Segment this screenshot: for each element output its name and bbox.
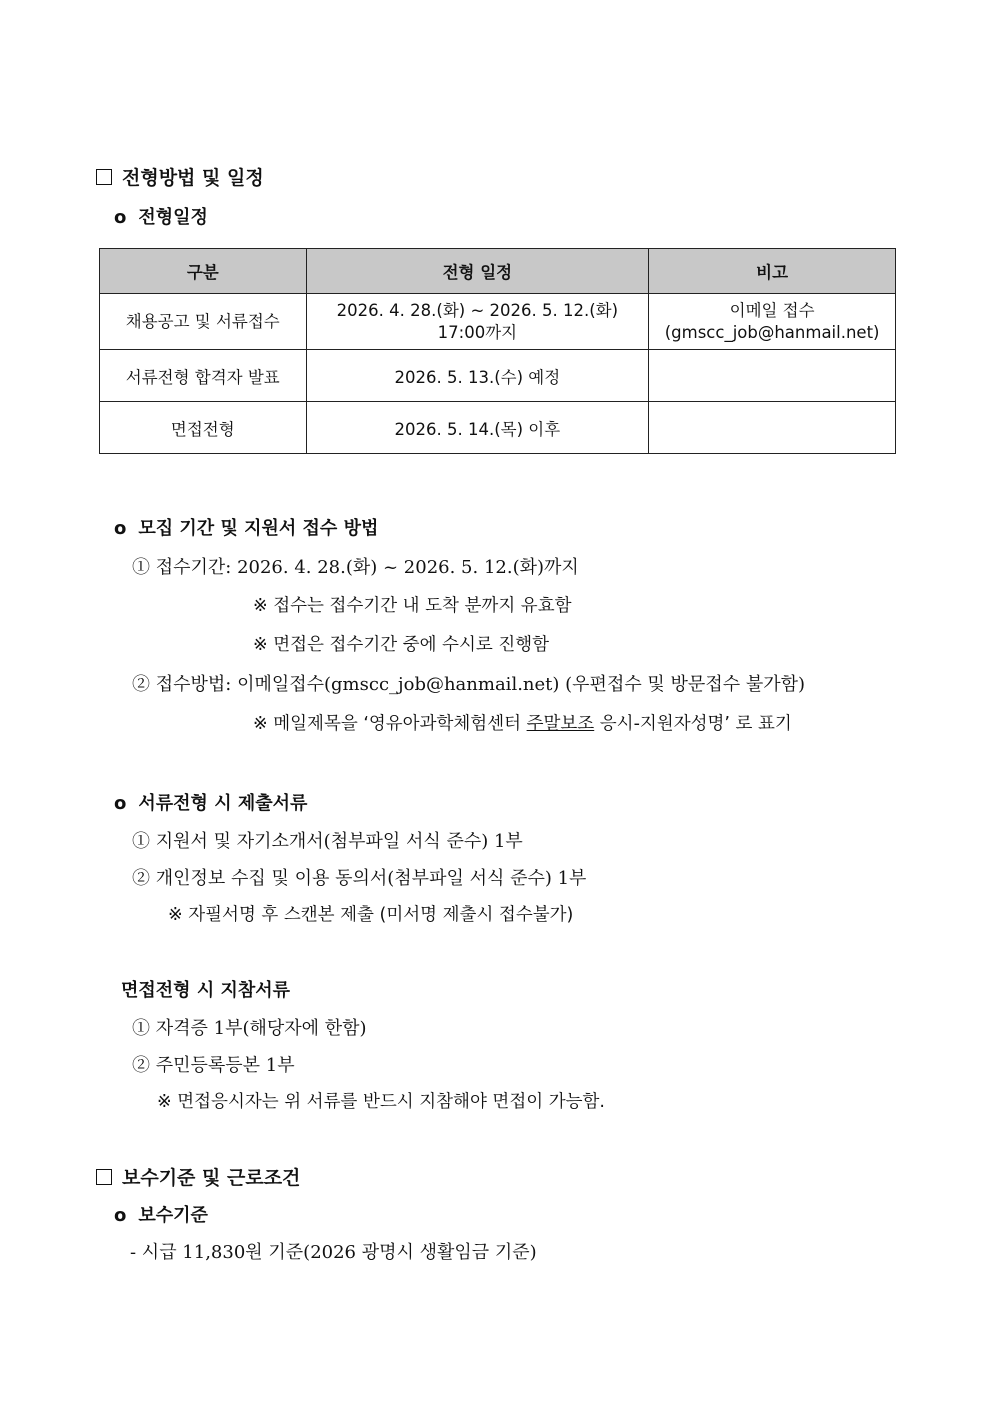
bullet-circle-icon: o	[114, 1205, 127, 1226]
pay-heading-text: 보수기준	[138, 1205, 208, 1226]
interview-heading: 면접전형 시 지참서류	[121, 980, 291, 1001]
recruitment-note-3	[253, 710, 792, 735]
cell-note-line2: (gmscc_job@hanmail.net)	[664, 322, 880, 342]
item-text: 접수방법: 이메일접수(gmscc_job@hanmail.net) (우편접수 및 방문접수 불가함)	[155, 674, 806, 695]
recruitment-item-2	[132, 670, 805, 696]
item-text: 자격증 1부(해당자에 한함)	[155, 1018, 367, 1039]
interview-note: ※ 면접응시자는 위 서류를 반드시 지참해야 면접이 가능함.	[157, 1092, 605, 1112]
pay-heading	[114, 1201, 208, 1227]
recruitment-item-1	[132, 553, 579, 579]
item-text: 주민등록등본 1부	[155, 1055, 295, 1076]
item-text: 접수기간: 2026. 4. 28.(화) ~ 2026. 5. 12.(화)까지	[155, 557, 579, 578]
section-title-text: 전형방법 및 일정	[122, 167, 264, 189]
recruitment-note-2: ※ 면접은 접수기간 중에 수시로 진행함	[253, 635, 550, 655]
pay-item: - 시급 11,830원 기준(2026 광명시 생활임금 기준)	[130, 1242, 537, 1263]
checkbox-square-icon	[96, 1169, 112, 1185]
table-row	[100, 294, 896, 350]
cell-schedule: 2026. 5. 14.(목) 이후	[306, 402, 649, 454]
documents-heading	[114, 789, 307, 815]
item-number: ①	[132, 1018, 150, 1039]
item-number: ②	[132, 674, 150, 695]
section-title-pay	[96, 1163, 300, 1190]
cell-category: 서류전형 합격자 발표	[100, 350, 307, 402]
note-prefix: ※ 메일제목을 ‘영유아과학체험센터	[253, 714, 527, 734]
recruitment-heading-text: 모집 기간 및 지원서 접수 방법	[138, 518, 379, 539]
interview-item-2	[132, 1051, 295, 1077]
cell-note	[649, 350, 896, 402]
cell-note	[649, 402, 896, 454]
recruitment-note-1: ※ 접수는 접수기간 내 도착 분까지 유효함	[253, 596, 572, 616]
documents-note: ※ 자필서명 후 스캔본 제출 (미서명 제출시 접수불가)	[168, 905, 574, 925]
cell-schedule-line1: 2026. 4. 28.(화) ~ 2026. 5. 12.(화)	[336, 300, 619, 320]
bullet-circle-icon: o	[114, 207, 127, 228]
table-header-row	[100, 249, 896, 294]
col-header-schedule: 전형 일정	[306, 249, 649, 294]
interview-item-1	[132, 1014, 367, 1040]
bullet-circle-icon: o	[114, 518, 127, 539]
schedule-table	[99, 248, 896, 454]
bullet-circle-icon: o	[114, 793, 127, 814]
cell-category: 면접전형	[100, 402, 307, 454]
table-row	[100, 350, 896, 402]
note-underlined: 주말보조	[526, 714, 595, 734]
cell-category: 채용공고 및 서류접수	[100, 294, 307, 350]
item-number: ①	[132, 831, 150, 852]
schedule-heading-text: 전형일정	[138, 207, 208, 228]
documents-item-1	[132, 827, 523, 853]
col-header-note: 비고	[649, 249, 896, 294]
cell-note-line1: 이메일 접수	[729, 300, 815, 320]
item-text: 지원서 및 자기소개서(첨부파일 서식 준수) 1부	[155, 831, 523, 852]
cell-note	[649, 294, 896, 350]
documents-heading-text: 서류전형 시 제출서류	[138, 793, 308, 814]
col-header-category: 구분	[100, 249, 307, 294]
item-number: ②	[132, 1055, 150, 1076]
section-title-selection	[96, 163, 264, 190]
item-text: 개인정보 수집 및 이용 동의서(첨부파일 서식 준수) 1부	[155, 868, 587, 889]
cell-schedule	[306, 294, 649, 350]
item-number: ②	[132, 868, 150, 889]
section-title-text: 보수기준 및 근로조건	[122, 1167, 301, 1189]
checkbox-square-icon	[96, 169, 112, 185]
item-number: ①	[132, 557, 150, 578]
table-row	[100, 402, 896, 454]
cell-schedule: 2026. 5. 13.(수) 예정	[306, 350, 649, 402]
recruitment-heading	[114, 514, 378, 540]
documents-item-2	[132, 864, 586, 890]
note-suffix: 응시-지원자성명’ 로 표기	[594, 714, 792, 734]
schedule-heading	[114, 203, 208, 229]
cell-schedule-line2: 17:00까지	[437, 322, 518, 342]
